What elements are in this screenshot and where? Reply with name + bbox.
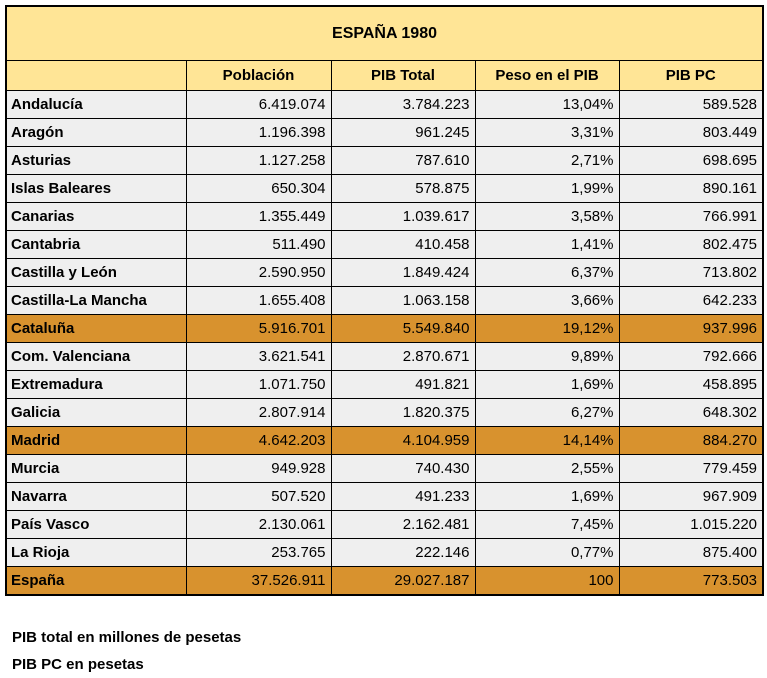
value-cell: 2,55%: [475, 455, 619, 483]
value-cell: 967.909: [619, 483, 763, 511]
table-title: ESPAÑA 1980: [6, 6, 763, 61]
value-cell: 5.549.840: [331, 315, 475, 343]
value-cell: 578.875: [331, 175, 475, 203]
value-cell: 6.419.074: [186, 91, 331, 119]
value-cell: 2.130.061: [186, 511, 331, 539]
table-row: [6, 203, 763, 231]
value-cell: 4.104.959: [331, 427, 475, 455]
value-cell: 491.233: [331, 483, 475, 511]
value-cell: 1,41%: [475, 231, 619, 259]
region-cell: Galicia: [6, 399, 186, 427]
value-cell: 5.916.701: [186, 315, 331, 343]
value-cell: 648.302: [619, 399, 763, 427]
value-cell: 803.449: [619, 119, 763, 147]
table-row: [6, 343, 763, 371]
value-cell: 2.870.671: [331, 343, 475, 371]
table-row: [6, 455, 763, 483]
value-cell: 253.765: [186, 539, 331, 567]
value-cell: 1.071.750: [186, 371, 331, 399]
region-cell: Castilla-La Mancha: [6, 287, 186, 315]
value-cell: 949.928: [186, 455, 331, 483]
value-cell: 890.161: [619, 175, 763, 203]
region-cell: La Rioja: [6, 539, 186, 567]
value-cell: 1,69%: [475, 371, 619, 399]
value-cell: 410.458: [331, 231, 475, 259]
value-cell: 766.991: [619, 203, 763, 231]
value-cell: 740.430: [331, 455, 475, 483]
data-table: [5, 5, 764, 596]
value-cell: 642.233: [619, 287, 763, 315]
region-cell: Murcia: [6, 455, 186, 483]
value-cell: 4.642.203: [186, 427, 331, 455]
value-cell: 511.490: [186, 231, 331, 259]
value-cell: 1.849.424: [331, 259, 475, 287]
value-cell: 37.526.911: [186, 567, 331, 596]
value-cell: 3.621.541: [186, 343, 331, 371]
value-cell: 961.245: [331, 119, 475, 147]
value-cell: 1,69%: [475, 483, 619, 511]
corner-cell: [6, 61, 186, 91]
value-cell: 792.666: [619, 343, 763, 371]
region-cell: Aragón: [6, 119, 186, 147]
value-cell: 14,14%: [475, 427, 619, 455]
value-cell: 802.475: [619, 231, 763, 259]
table-row: [6, 175, 763, 203]
value-cell: 937.996: [619, 315, 763, 343]
footnotes: [5, 624, 767, 678]
value-cell: 1.355.449: [186, 203, 331, 231]
value-cell: 7,45%: [475, 511, 619, 539]
value-cell: 3.784.223: [331, 91, 475, 119]
value-cell: 2,71%: [475, 147, 619, 175]
value-cell: 2.162.481: [331, 511, 475, 539]
header-row: [6, 61, 763, 91]
table-row: [6, 287, 763, 315]
value-cell: 1.127.258: [186, 147, 331, 175]
region-cell: Cataluña: [6, 315, 186, 343]
value-cell: 1,99%: [475, 175, 619, 203]
value-cell: 0,77%: [475, 539, 619, 567]
region-cell: Islas Baleares: [6, 175, 186, 203]
value-cell: 884.270: [619, 427, 763, 455]
table-row: [6, 427, 763, 455]
title-row: [6, 6, 763, 61]
value-cell: 1.063.158: [331, 287, 475, 315]
value-cell: 787.610: [331, 147, 475, 175]
value-cell: 491.821: [331, 371, 475, 399]
region-cell: Andalucía: [6, 91, 186, 119]
value-cell: 2.807.914: [186, 399, 331, 427]
table-row: [6, 371, 763, 399]
value-cell: 875.400: [619, 539, 763, 567]
column-header-poblacion: Población: [186, 61, 331, 91]
value-cell: 458.895: [619, 371, 763, 399]
value-cell: 1.820.375: [331, 399, 475, 427]
region-cell: Canarias: [6, 203, 186, 231]
value-cell: 19,12%: [475, 315, 619, 343]
region-cell: España: [6, 567, 186, 596]
value-cell: 1.655.408: [186, 287, 331, 315]
value-cell: 6,37%: [475, 259, 619, 287]
region-cell: Com. Valenciana: [6, 343, 186, 371]
value-cell: 222.146: [331, 539, 475, 567]
value-cell: 1.015.220: [619, 511, 763, 539]
region-cell: Asturias: [6, 147, 186, 175]
region-cell: Extremadura: [6, 371, 186, 399]
footnote-pib-total: PIB total en millones de pesetas: [12, 629, 242, 646]
value-cell: 779.459: [619, 455, 763, 483]
column-header-peso-pib: Peso en el PIB: [475, 61, 619, 91]
table-row: [6, 91, 763, 119]
region-cell: Cantabria: [6, 231, 186, 259]
table-row: [6, 231, 763, 259]
value-cell: 13,04%: [475, 91, 619, 119]
table-row: [6, 315, 763, 343]
region-cell: Castilla y León: [6, 259, 186, 287]
table-row: [6, 567, 763, 596]
region-cell: Madrid: [6, 427, 186, 455]
value-cell: 589.528: [619, 91, 763, 119]
value-cell: 6,27%: [475, 399, 619, 427]
value-cell: 3,31%: [475, 119, 619, 147]
column-header-pib-total: PIB Total: [331, 61, 475, 91]
value-cell: 2.590.950: [186, 259, 331, 287]
table-body: [6, 91, 763, 596]
table-row: [6, 511, 763, 539]
table-row: [6, 147, 763, 175]
region-cell: Navarra: [6, 483, 186, 511]
table-row: [6, 399, 763, 427]
value-cell: 507.520: [186, 483, 331, 511]
table-row: [6, 539, 763, 567]
value-cell: 3,66%: [475, 287, 619, 315]
footnote-pib-pc: PIB PC en pesetas: [12, 656, 144, 673]
value-cell: 9,89%: [475, 343, 619, 371]
value-cell: 1.196.398: [186, 119, 331, 147]
column-header-pib-pc: PIB PC: [619, 61, 763, 91]
value-cell: 1.039.617: [331, 203, 475, 231]
value-cell: 713.802: [619, 259, 763, 287]
value-cell: 698.695: [619, 147, 763, 175]
value-cell: 3,58%: [475, 203, 619, 231]
value-cell: 650.304: [186, 175, 331, 203]
value-cell: 29.027.187: [331, 567, 475, 596]
region-cell: País Vasco: [6, 511, 186, 539]
value-cell: 773.503: [619, 567, 763, 596]
table-row: [6, 119, 763, 147]
table-row: [6, 483, 763, 511]
table-row: [6, 259, 763, 287]
value-cell: 100: [475, 567, 619, 596]
